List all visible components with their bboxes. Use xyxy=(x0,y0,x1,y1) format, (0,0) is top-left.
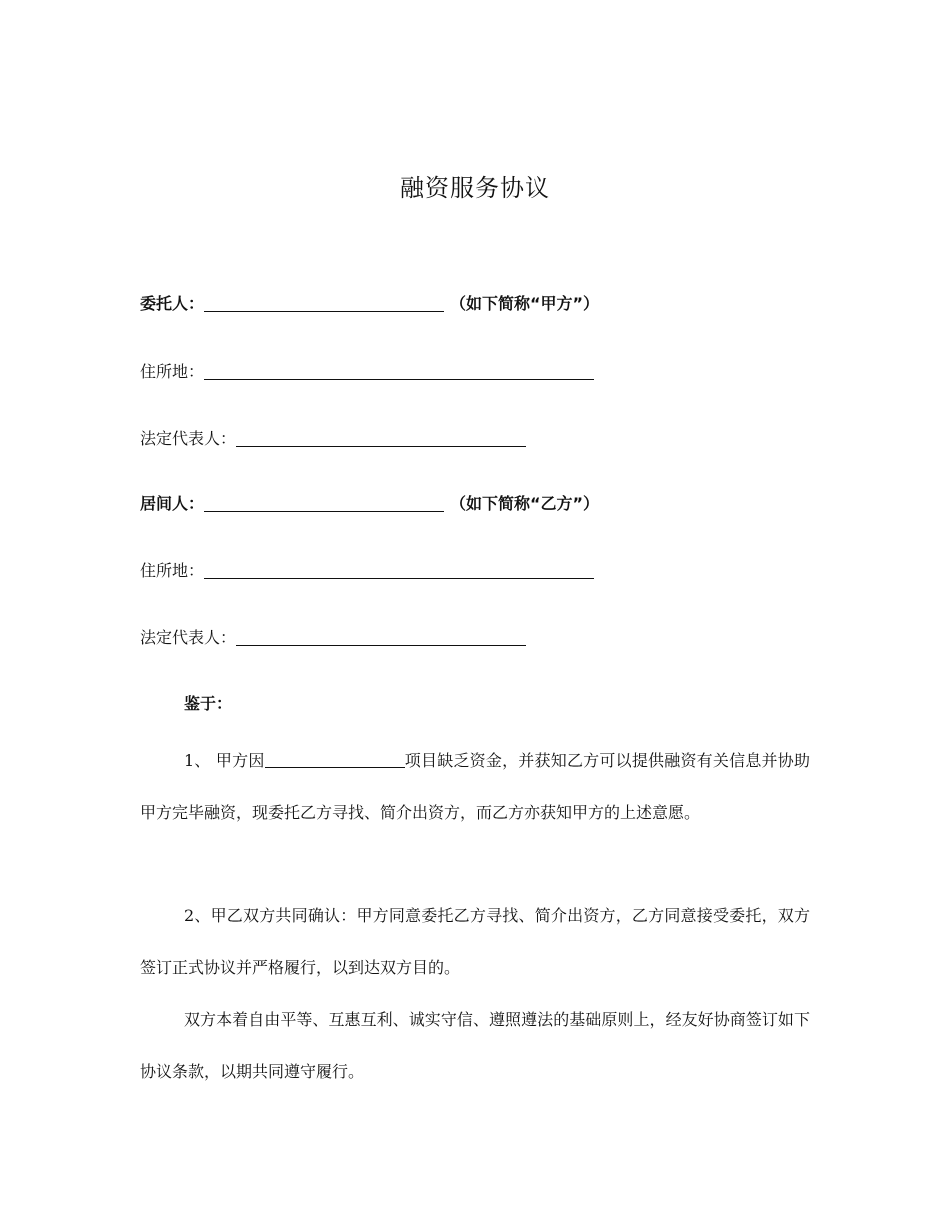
party-b-rep-row xyxy=(140,625,526,648)
party-b-address-blank[interactable] xyxy=(204,562,594,579)
clause-1 xyxy=(140,735,810,839)
project-name-blank[interactable] xyxy=(265,751,405,768)
party-b-address-row xyxy=(140,558,594,581)
closing-paragraph: 双方本着自由平等、互惠互利、诚实守信、遵照遵法的基础原则上，经友好协商签订如下协议条款，以期共同遵守履行。 xyxy=(140,1010,810,1081)
party-a-address-row xyxy=(140,359,594,382)
party-b-name-blank[interactable] xyxy=(204,495,444,512)
party-b-address-label: 住所地： xyxy=(140,561,205,580)
party-a-name-blank[interactable] xyxy=(204,295,444,312)
party-a-address-blank[interactable] xyxy=(204,363,594,380)
party-b-label: 居间人： xyxy=(140,494,205,513)
party-b-rep-label: 法定代表人： xyxy=(140,628,237,647)
party-a-row xyxy=(140,291,599,314)
whereas-heading: 鉴于： xyxy=(184,694,233,713)
party-b-row xyxy=(140,491,599,514)
party-b-rep-blank[interactable] xyxy=(236,629,526,646)
party-a-suffix: （如下简称“甲方”） xyxy=(450,294,600,313)
party-a-label: 委托人： xyxy=(140,294,205,313)
clause-1-prefix: 1、 甲方因 xyxy=(184,751,265,770)
clause-2: 2、甲乙双方共同确认：甲方同意委托乙方寻找、简介出资方，乙方同意接受委托，双方签订正式协议并严格履行，以到达双方目的。 xyxy=(140,906,810,977)
clause-1-text: 项目缺乏资金，并获知乙方可以提供融资有关信息并协助甲方完毕融资，现委托乙方寻找、简介出资方，而乙方亦获知甲方的上述意愿。 xyxy=(140,751,810,822)
party-a-rep-label: 法定代表人： xyxy=(140,429,237,448)
party-a-rep-blank[interactable] xyxy=(236,430,526,447)
party-a-rep-row xyxy=(140,426,526,449)
party-a-address-label: 住所地： xyxy=(140,362,205,381)
document-title: 融资服务协议 xyxy=(400,174,550,202)
party-b-suffix: （如下简称“乙方”） xyxy=(450,494,600,513)
